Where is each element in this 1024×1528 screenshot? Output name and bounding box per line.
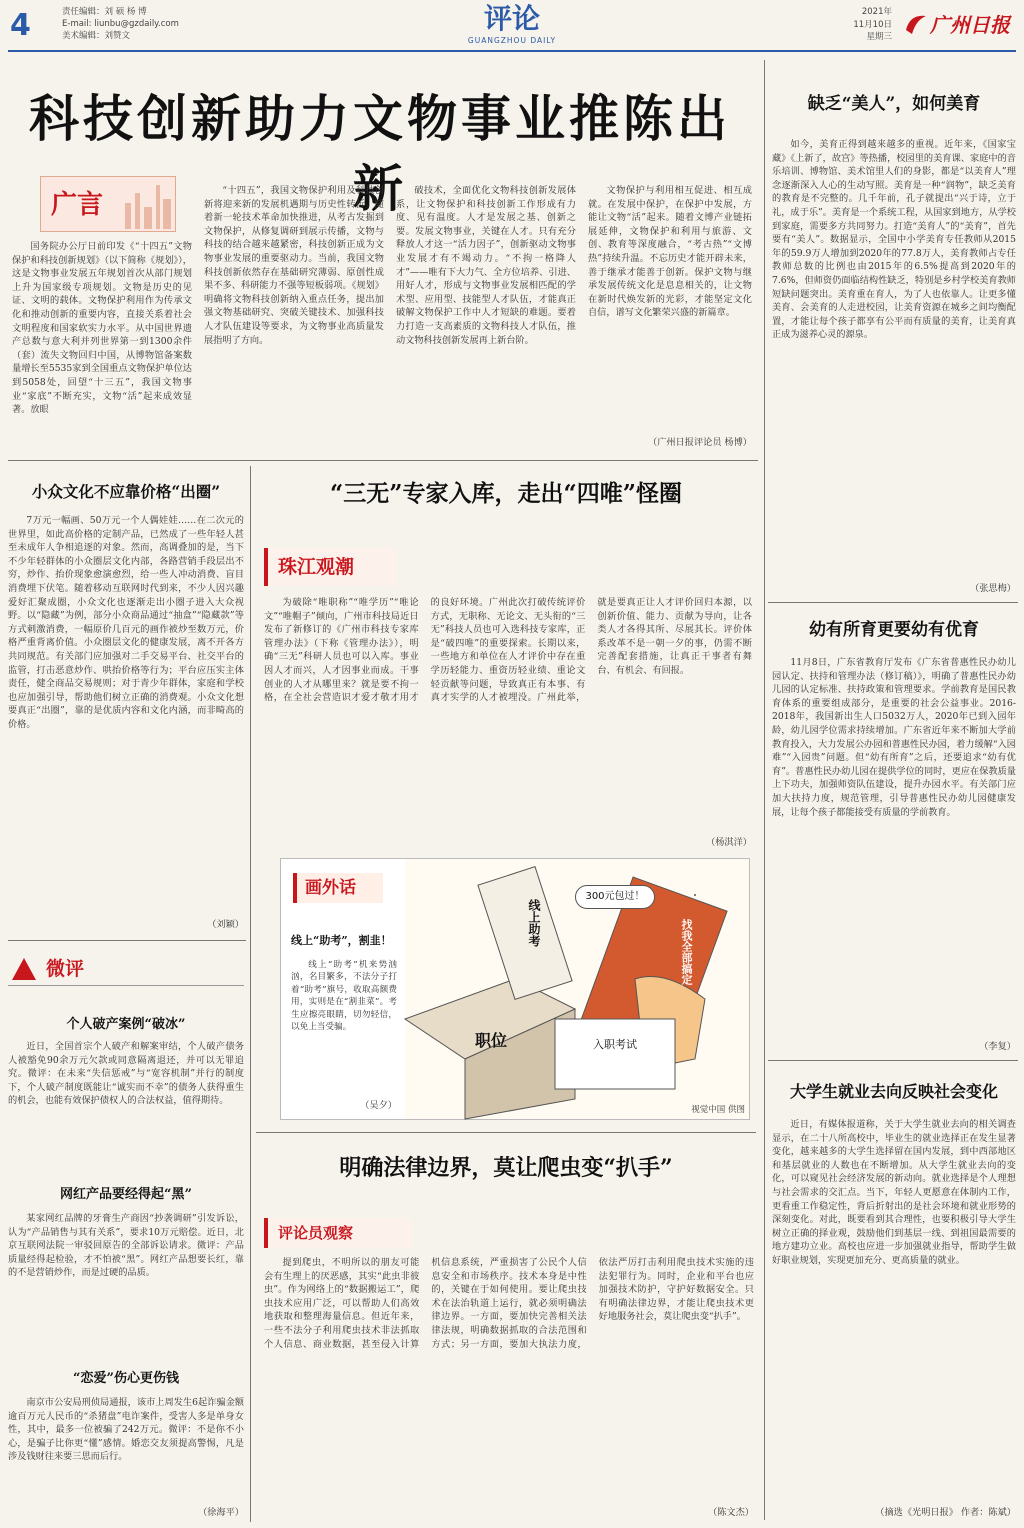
micro-item1-title: 个人破产案例“破冰” [66, 1017, 186, 1032]
right-top-rule [768, 602, 1018, 603]
right-top-body: 如今，美育正得到越来越多的重视。近年来，《国家宝藏》《上新了，故宫》等热播，校园里的美育课、家庭中的音乐培训、博物馆、美术馆里人们的身影，都是“以美育人”理念逐渐深入人心的生动写照。美育是一种“润物”，缺乏美育的教育是不完整的。几千年前，孔子就提出“兴于诗，立于礼，成于乐”。美育是一个系统工程，从国家到地方，从学校到家庭，需要多方共同努力。打造“美育人”的“美育”，首先要有“美人”。数据显示，全国中小学美育专任教师从2015年的59.9万人增加到2020年的77.8万人，美育教师占专任教师总数的比例也由2015年的6.5%提高到2020年的7.6%，但师资仍面临结构性缺乏，特别是乡村学校美育教师短缺问题突出。美育重在育人，为了人也依靠人。让更多懂美育、会美育的人走进校园，让美育资源在城乡之间均衡配置，才能让每个孩子都享有公平而有质量的美育，让美育真正成为滋养心灵的源泉。 [772, 139, 1016, 341]
micro-item2-title: 网红产品要经得起“黑” [60, 1187, 192, 1202]
micro-item3-body: 南京市公安局刑侦局通报，该市上周发生6起诈骗金额逾百万元人民币的“杀猪盘”电诈案件，受害人多是单身女性，其中，最多一位被骗了242万元。微评：不是你不小心，是骗子比你更“懂”感情。婚恋交友须提高警惕，凡是涉及钱财往来要三思而后行。 [8, 1397, 244, 1463]
page-number: 4 [10, 8, 31, 43]
lead-col-4: 文物保护与利用相互促进、相互成就。在发展中保护，在保护中发展，方能让文物“活”起来。随着文博产业链拓展延伸，文物保护和利用与旅游、文创、教育等深度融合，“考古热”“文博热”持续升温。不忘历史才能开辟未来，善于继承才能善于创新。保护文物与继承发展传统文化是息息相关的，让文物在新时代焕发新的光彩，才能坚定文化自信，谱写文化繁荣兴盛的新篇章。 [588, 185, 752, 319]
left-mid-byline: （刘颖） [207, 919, 244, 930]
lead-bottom-rule [8, 460, 758, 461]
micro-item2-body: 某家网红品牌的牙膏生产商因“抄袭调研”引发诉讼，认为“产品销售与其有关系”，要求10万元赔偿。近日，北京互联网法院一审驳回原告的全部诉讼请求。微评：产品质量经得起检验，才不怕被“黑”。网红产品想要长红，靠的不是营销炒作，而是过硬的品质。 [8, 1213, 244, 1279]
lead-col-3: 破技术，全面优化文物科技创新发展体系，让文物保护和科技创新工作形成有力度、见有温度。人才是发展之基、创新之要。发展文物事业，关键在人才。只有充分释放人才这一“活力因子”，创新驱动文物事业发展才有不竭动力。“不拘一格降人才”——唯有下大力气、全方位培养、引进、用好人才，形成与文物事业发展相匹配的学术型、应用型、技能型人才队伍，才能真正破解文物保护工作中人才短缺的难题。要着力打造一支高素质的文物科技人才队伍，推动文物科技创新发展再上新台阶。 [396, 185, 576, 346]
comic-credit: 视觉中国 供图 [691, 1105, 745, 1115]
comic-byline: （吴夕） [360, 1100, 397, 1111]
micro-item3-byline: （徐海平） [198, 1507, 244, 1518]
date-week: 星期三 [866, 32, 892, 42]
bottom-center-byline: （陈文杰） [708, 1507, 754, 1518]
comic-box [280, 858, 750, 1120]
left-mid-rule [8, 940, 246, 941]
comic-bubble: 300元包过！ [575, 885, 655, 909]
left-mid-body: 7万元一幅画、50万元一个人偶娃娃……在二次元的世界里，如此高价格的定制产品，已然成了一些年轻人甚至未成年人争相追逐的对象。然而，高调叠加的是，当下不少年轻群体的小众圈层文化内部，各路营销手段层出不穷，炒作、抬价现象愈演愈烈，给一些人冲动消费、盲目消费埋下伏笔。随着移动互联网时代到来，不少人因兴趣爱好汇聚成圈，小众文化也逐渐走出小圈子进入大众视野。以“隐藏”为例，部分小众商品通过“抽盒”“隐藏款”等方式刺激消费，一幅原价几百元的画作被炒至数万元，价格严重背离价值。小众圈层文化的健康发展，离不开各方共同规范。有关部门应加强对二手交易平台、社交平台的监管，打击恶意炒作、哄抬价格等行为；平台应压实主体责任，健全商品交易规则；对于青少年群体，家庭和学校也应加强引导，帮助他们树立正确的消费观。小众文化想要真正“出圈”，靠的是优质内容和文化内涵，而非畸高的价格。 [8, 515, 244, 730]
center-mid-tag [264, 548, 396, 586]
section-pinyin: GUANGZHOU DAILY [467, 36, 557, 45]
right-mid-headline: 幼有所育更要幼有优育 [809, 620, 979, 640]
logo-swoosh-icon [902, 10, 930, 38]
left-divider [250, 466, 251, 1522]
micro-tag [8, 952, 244, 986]
lead-column-tag: 广言 [51, 190, 104, 220]
lead-headline: 科技创新助力文物事业推陈出新 [29, 89, 731, 218]
section-title: 评论 [483, 2, 540, 35]
editor-email: E-mail: liunbu@gzdaily.com [62, 19, 179, 29]
comic-tag [293, 873, 383, 903]
bottom-center-body: 提到爬虫，不明所以的朋友可能会有生理上的厌恶感，其实“此虫非彼虫”。作为网络上的“数据搬运工”，爬虫技术应用广泛，可以帮助人们高效地获取和整理海量信息。但近年来，一些不法分子利用爬虫技术非法抓取个人信息、商业数据，甚至侵入计算机信息系统，严重损害了公民个人信息安全和市场秩序。技术本身是中性的，关键在于如何使用。要让爬虫技术在法治轨道上运行，就必须明确法律边界。一方面，要加快完善相关法律法规，明确数据抓取的合法范围和方式；另一方面，要加大执法力度，依法严厉打击利用爬虫技术实施的违法犯罪行为。同时，企业和平台也应加强技术防护，守护好数据安全。只有明确法律边界，才能让爬虫技术更好地服务社会，莫让爬虫变“扒手”。 [264, 1257, 754, 1350]
lead-byline: （广州日报评论员 杨博） [648, 437, 752, 448]
comic-label-board: 线上助考 [527, 899, 541, 947]
micro-column-tag: 微评 [46, 958, 85, 980]
comic-illustration [405, 859, 749, 1119]
editor-line: 责任编辑：刘 硕 杨 博 [62, 7, 147, 17]
bottom-center-headline: 明确法律边界，莫让爬虫变“扒手” [339, 1155, 673, 1181]
microphone-icon [10, 954, 38, 982]
micro-item3-title: “恋爱”伤心更伤钱 [73, 1371, 179, 1386]
bottom-center-column-tag: 评论员观察 [278, 1224, 354, 1242]
center-mid-headline: “三无”专家入库，走出“四唯”怪圈 [330, 480, 682, 507]
lead-col-2: “十四五”，我国文物保护利用及科技创新将迎来新的发展机遇期与历史性转折。随着新一轮技术革命加快推进，从考古发掘到文物保护，从修复调研到展示传播，文物与科技的结合越来越紧密，科技创新正成为文物事业发展的重要驱动力。当前，我国文物科技创新依然存在基础研究薄弱、原创性成果不多、科研能力不强等短板弱项。《规划》明确将文物科技创新纳入重点任务，提出加强文物基础研究、突破关键技术、加强科技人才队伍建设等要求，为文物事业高质量发展指明了方向。 [204, 185, 384, 346]
paper-name: 广州日报 [930, 13, 1010, 37]
right-bottom-body: 近日，有媒体报道称，关于大学生就业去向的相关调查显示，在二十八所高校中，毕业生的就业选择正在发生显著变化，越来越多的大学生选择留在国内发展，到中西部地区和基层就业的人数也在不断增加。从大学生就业去向的变化，可以窥见社会经济发展的新动向。就业选择是个人理想与社会需求的交汇点。当下，年轻人更愿意在体制内工作，更看重工作稳定性，背后折射出的是社会环境和就业形势的深刻变化。对此，既要看到其合理性，也要积极引导大学生树立正确的择业观，鼓励他们到基层一线、到祖国最需要的地方建功立业。高校也应进一步加强就业指导，帮助学生做好职业规划，实现更加充分、更高质量的就业。 [772, 1119, 1016, 1266]
comic-label-door: 职位 [475, 1031, 508, 1050]
comic-caption: 线上“助考”机来势汹汹，名目繁多，不法分子打着“助考”旗号，收取高额费用，实则是在“割韭菜”。考生应擦亮眼睛，切勿轻信，以免上当受骗。 [291, 960, 397, 1033]
left-mid-headline: 小众文化不应靠价格“出圈” [31, 482, 221, 501]
editor-info [62, 6, 262, 50]
issue-date [836, 6, 892, 48]
right-mid-rule [768, 1060, 1018, 1061]
comic-label-sash: 找我全部搞定 [680, 919, 693, 985]
comic-column-tag: 画外话 [305, 878, 356, 898]
right-mid-body: 11月8日，广东省教育厅发布《广东省普惠性民办幼儿园认定、扶持和管理办法（修订稿）》，明确了普惠性民办幼儿园的认定标准、扶持政策和管理要求。学前教育是国民教育体系的重要组成部分，是重要的社会公益事业。2016-2018年，我国新出生人口5032万人，2020年已到入园年龄，幼儿园学位需求持续增加。广东省近年来不断加大学前教育投入，大力发展公办园和普惠性民办园，着力缓解“入园难”“入园贵”问题。但“幼有所育”之后，还要追求“幼有优育”。普惠性民办幼儿园在提供学位的同时，更应在保教质量上下功夫，加强师资队伍建设，提升办园水平。有关部门应加大扶持力度，规范管理，引导普惠性民办幼儿园健康发展，让每个孩子都能接受有质量的学前教育。 [772, 657, 1016, 818]
center-mid-byline: （杨淇洋） [706, 837, 752, 848]
comic-label-sign: 入职考试 [593, 1038, 637, 1051]
art-editor-line: 美术编辑：刘赞文 [62, 31, 131, 41]
paper-logo [902, 10, 1018, 40]
masthead [0, 0, 1024, 52]
comic-title: 线上“助考”，割韭！ [291, 934, 392, 947]
lead-col-1: 国务院办公厅日前印发《“十四五”文物保护和科技创新规划》（以下简称《规划》），这是文物事业发展五年规划首次从部门规划上升为国家级专项规划。文物是历史的见证、文明的载体。文物保护利用作为传承文化和推动创新的重要内容，直接关系着社会文明程度和国家软实力水平。从中国世界遗产总数与意大利并列世界第一到1300余件（套）流失文物回归中国，从博物馆备案数量增长至5535家到全国重点文物保护单位达到5058处，回望“十三五”，我国文物事业“家底”不断充实，文物“活”起来成效显著。放眼 [12, 241, 192, 416]
column-divider [764, 60, 765, 1520]
right-top-byline: （张思梅） [970, 583, 1016, 594]
lead-tag-image [40, 176, 176, 232]
right-top-headline: 缺乏“美人”，如何美育 [807, 94, 981, 114]
date-year: 2021年 [861, 7, 892, 17]
right-bottom-headline: 大学生就业去向反映社会变化 [789, 1082, 998, 1101]
right-mid-byline: （李复） [979, 1041, 1016, 1052]
center-mid-column-tag: 珠江观潮 [278, 556, 355, 578]
date-day: 11月10日 [853, 19, 892, 30]
micro-item1-body: 近日，全国首宗个人破产和解案审结，个人破产债务人被豁免90余万元欠款或同意隔离退还，并可以无罪追究。微评：在未来“失信惩戒”与“宽容机制”并行的制度下，个人破产制度既能让“诚实而不幸”的债务人获得重生的机会，也能有效保护债权人的合法权益，值得期待。 [8, 1041, 244, 1107]
center-mid-body: 为破除“唯职称”“唯学历”“唯论文”“唯帽子”倾向，广州市科技局近日发布了新修订的《广州市科技专家库管理办法》（下称《管理办法》），明确“三无”科研人员也可以入库。事业因人才而兴，人才因事业而成。干事创业的人才从哪里来？就是要不拘一格，在全社会营造识才爱才敬才用才的良好环境。广州此次打破传统评价方式，无职称、无论文、无头衔的“三无”科技人员也可入选科技专家库，正是“破四唯”的重要探索。长期以来，一些地方和单位在人才评价中存在重学历轻能力、重资历轻业绩、重论文轻贡献等问题，导致真正有本事、有真才实学的人才被埋没。广州此举，就是要真正让人才评价回归本源，以创新价值、能力、贡献为导向，让各类人才各得其所、尽展其长。评价体系改革不是一朝一夕的事，仍需不断完善配套措施，让真正干事者有舞台、有机会、有回报。 [264, 597, 752, 704]
masthead-rule [8, 50, 1016, 52]
bottom-center-tag [264, 1218, 412, 1248]
right-bottom-byline: （摘选《光明日报》 作者：陈斌） [875, 1507, 1016, 1518]
bottom-center-rule [256, 1132, 756, 1133]
